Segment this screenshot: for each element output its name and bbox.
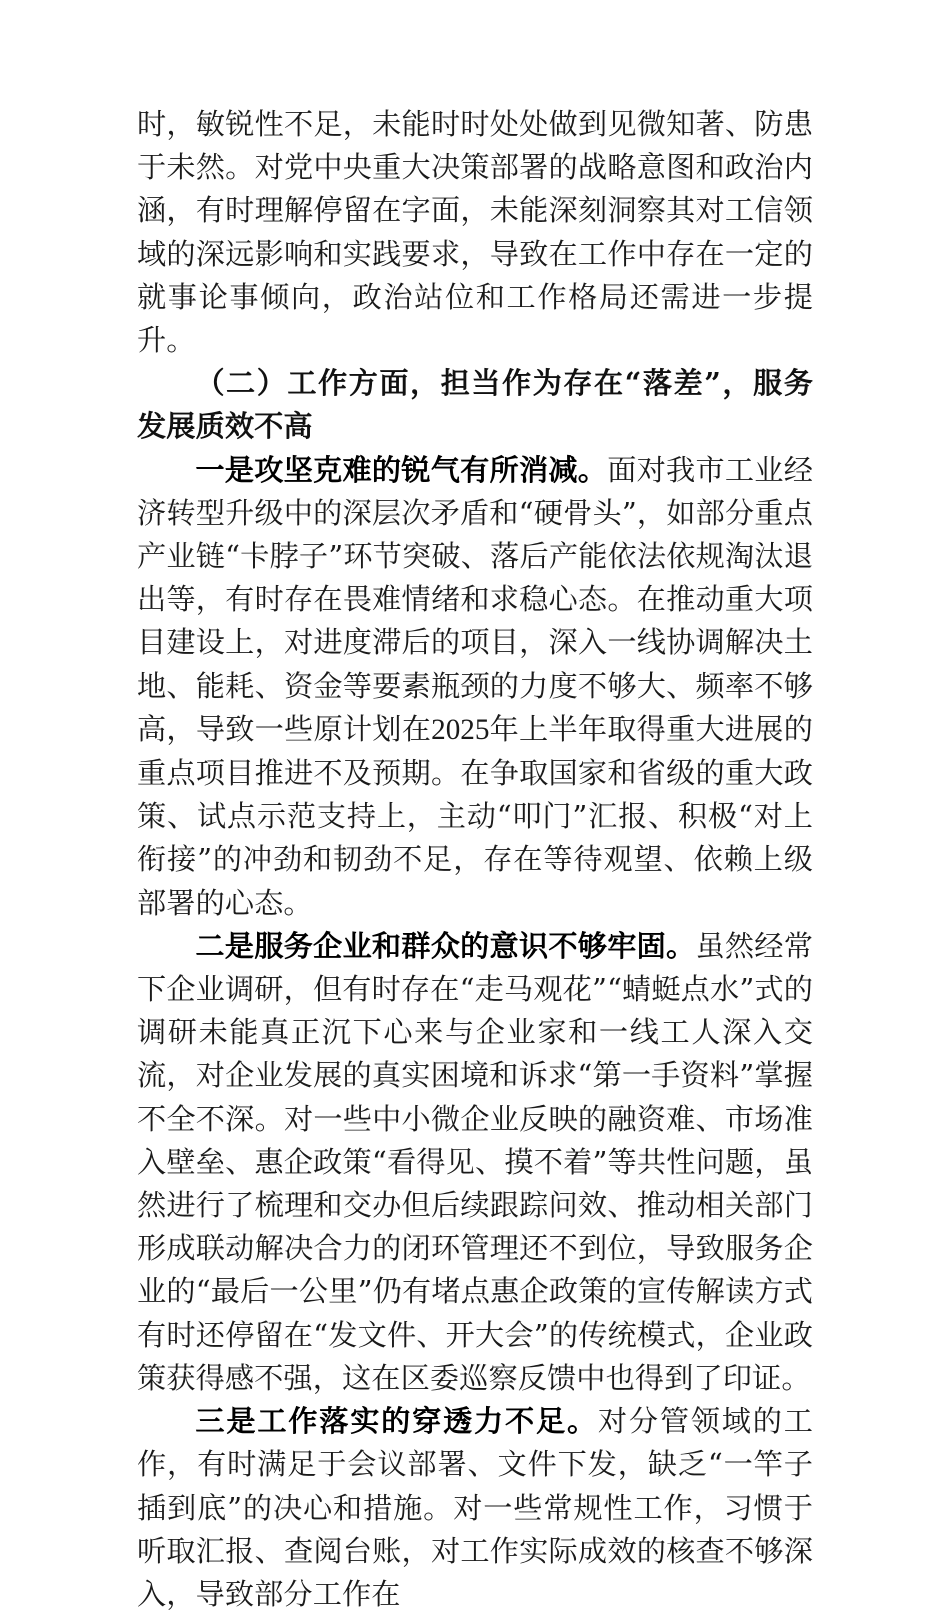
- paragraph-point-three-body: 对分管领域的工作，有时满足于会议部署、文件下发，缺乏“一竿子插到底”的决心和措施。对一些常规性工作，习惯于听取汇报、查阅台账，对工作实际成效的核查不够深入，导致部分工作在: [137, 1404, 813, 1611]
- paragraph-point-two-lead: 二是服务企业和群众的意识不够牢固。: [195, 928, 696, 963]
- paragraph-political-awareness: 时，敏锐性不足，未能时时处处做到见微知著、防患于未然。对党中央重大决策部署的战略意图和政治内涵，有时理解停留在字面，未能深刻洞察其对工信领域的深远影响和实践要求，导致在工作中存在一定的就事论事倾向，政治站位和工作格局还需进一步提升。: [137, 107, 813, 358]
- paragraph-point-three-lead: 三是工作落实的穿透力不足。: [195, 1404, 598, 1439]
- paragraph-point-one-body-a: 面对我市工业经济转型升级中的深层次矛盾和“硬骨头”，如部分重点产业链“卡脖子”环节突破、落后产能依法依规淘汰退出等，有时存在畏难情绪和求稳心态。在推动重大项目建设上，对进度滞后的项目，深入一线协调解决土地、能耗、资金等要素瓶颈的力度不够大、频率不够高，导致一些原计划在: [137, 452, 813, 746]
- paragraph-point-one-lead: 一是攻坚克难的锐气有所消减。: [195, 452, 608, 487]
- paragraph-point-two: [137, 925, 813, 1400]
- paragraph-point-one-body-b: 年上半年取得重大进展的重点项目推进不及预期。在争取国家和省级的重大政策、试点示范支持上，主动“叩门”汇报、积极“对上衔接”的冲劲和韧劲不足，存在等待观望、依赖上级部署的心态。: [137, 711, 813, 920]
- paragraph-point-one: [137, 449, 813, 925]
- paragraph-point-two-body: 虽然经常下企业调研，但有时存在“走马观花”“蜻蜓点水”式的调研未能真正沉下心来与企业家和一线工人深入交流，对企业发展的真实困境和诉求“第一手资料”掌握不全不深。对一些中小微企业反映的融资难、市场准入壁垒、惠企政策“看得见、摸不着”等共性问题，虽然进行了梳理和交办但后续跟踪问效、推动相关部门形成联动解决合力的闭环管理还不到位，导致服务企业的“最后一公里”仍有堵点惠企政策的宣传解读方式有时还停留在“发文件、开大会”的传统模式，企业政策获得感不强，这在区委巡察反馈中也得到了印证。: [137, 928, 814, 1395]
- text-column: [137, 103, 813, 1616]
- paragraph-point-three: [137, 1400, 813, 1616]
- section-heading-two: （二）工作方面，担当作为存在“落差”，服务发展质效不高: [137, 366, 813, 444]
- paragraph-point-one-year: 2025: [431, 713, 490, 746]
